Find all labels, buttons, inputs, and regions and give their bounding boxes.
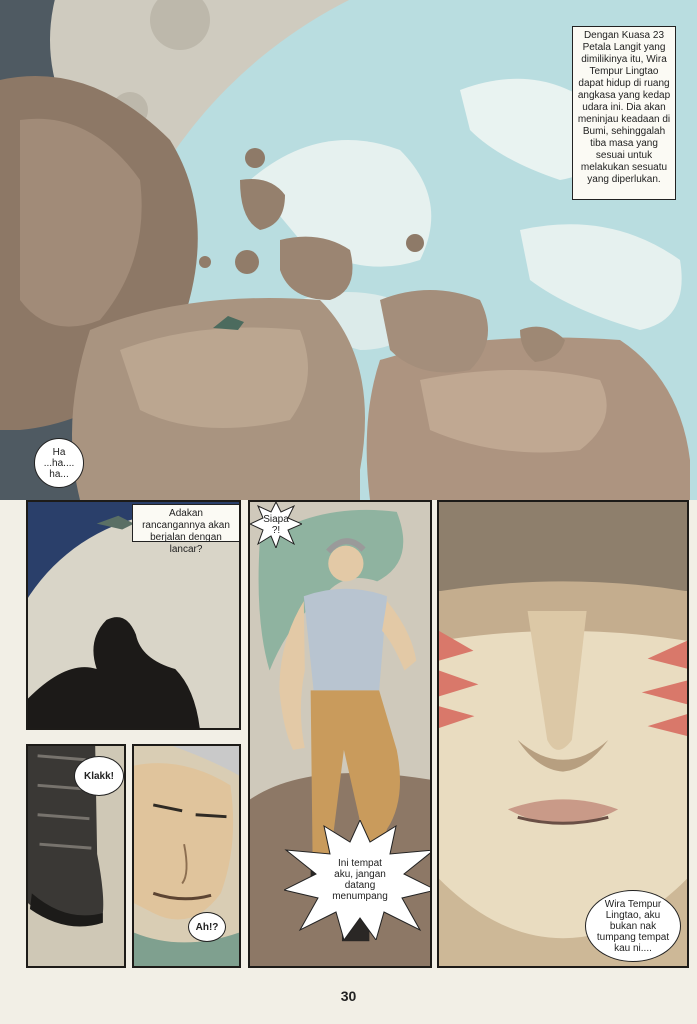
laugh-line: Ha <box>52 446 66 458</box>
laugh-speech-bubble <box>34 438 84 488</box>
warning-line: menumpang <box>332 891 388 902</box>
panel-hero-standing <box>248 500 432 968</box>
exclaim-text: Ah!? <box>195 921 219 933</box>
warning-text <box>284 820 432 940</box>
panel-villain-face <box>132 744 241 968</box>
panel-hero-closeup <box>437 500 689 968</box>
warning-line: Ini tempat <box>338 858 382 869</box>
narration-caption: Dengan Kuasa 23 Petala Langit yang dimilikinya itu, Wira Tempur Lingtao dapat hidup di ruang angkasa yang kedap udara ini. Dia akan meninjau keadaan di Bumi, sehinggalah tiba masa yang sesuai untuk melakukan sesuatu yang diperlukan. <box>572 26 676 200</box>
sfx-text: Klakk! <box>83 770 114 782</box>
panel-space <box>0 0 697 500</box>
page-number: 30 <box>340 988 357 1004</box>
shout-text: Siapa ?! <box>263 514 289 536</box>
sfx-bubble <box>74 756 124 796</box>
warning-line: datang <box>344 880 376 891</box>
warning-burst <box>284 820 432 940</box>
panel-boot <box>26 744 126 968</box>
laugh-line: ha... <box>49 468 69 480</box>
reply-line: tumpang tempat <box>596 931 670 943</box>
reply-line: Lingtao, aku <box>605 909 661 921</box>
shout-burst <box>250 502 302 548</box>
narration-caption: Adakan rancangannya akan berjalan dengan lancar? <box>132 504 240 542</box>
reply-speech-bubble <box>585 890 681 962</box>
laugh-line: ...ha.... <box>43 457 75 469</box>
reply-line: bukan nak <box>609 920 657 932</box>
reply-line: kau ni.... <box>614 942 652 954</box>
warning-line: aku, jangan <box>334 869 386 880</box>
panel-moon-silhouette <box>26 500 241 730</box>
exclaim-bubble <box>188 912 226 942</box>
reply-line: Wira Tempur <box>604 898 662 910</box>
